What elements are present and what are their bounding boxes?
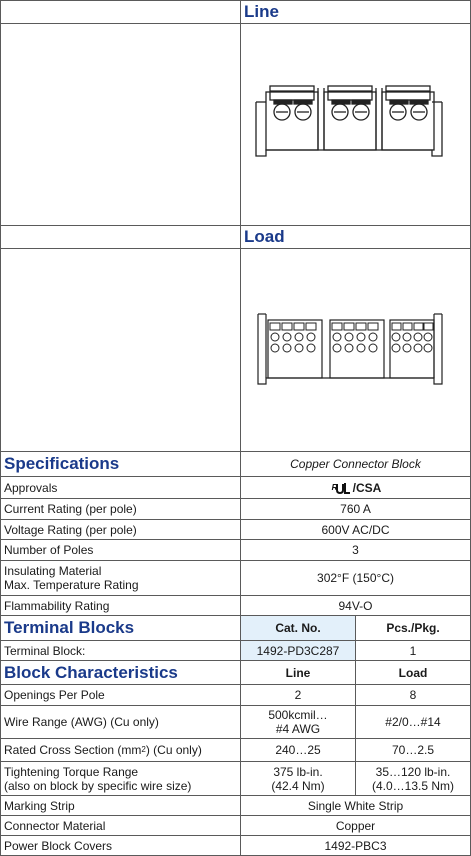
- cat-no-value: 1492-PD3C287: [256, 643, 340, 658]
- torque-line-1: 375 lb-in.: [273, 764, 323, 779]
- connector-material-value: Copper: [335, 818, 376, 833]
- spec-label: Approvals: [4, 480, 58, 495]
- marking-strip-value: Single White Strip: [307, 798, 404, 813]
- cross-section-label-pre: Rated Cross Section (mm: [4, 743, 142, 757]
- block-characteristics-title: Block Characteristics: [4, 662, 178, 682]
- spec-value: 94V-O: [338, 598, 373, 613]
- line-col-header: Line: [285, 665, 311, 680]
- pcs-value: 1: [409, 643, 417, 658]
- power-block-covers-value: 1492-PBC3: [324, 838, 387, 853]
- spec-value: 302°F (150°C): [317, 571, 394, 585]
- connector-material-label: Connector Material: [4, 818, 106, 833]
- load-view-drawing: [254, 310, 446, 386]
- line-view-title-text: Line: [244, 2, 279, 21]
- approvals-value: [241, 477, 470, 498]
- spec-label: Number of Poles: [4, 543, 94, 557]
- spec-value: 3: [352, 543, 359, 557]
- marking-strip-label: Marking Strip: [4, 798, 75, 813]
- divider: [0, 0, 471, 1]
- spec-value: 760 A: [340, 502, 371, 516]
- torque-load: [356, 762, 470, 795]
- openings-line: 2: [294, 688, 302, 702]
- torque-label-2: (also on block by specific wire size): [4, 778, 192, 793]
- ul-mark-icon: [330, 482, 352, 494]
- cross-section-label: Rated Cross Section (mm 2 ) (Cu only): [4, 743, 202, 757]
- openings-label: Openings Per Pole: [4, 688, 105, 702]
- load-view-title: [244, 226, 285, 248]
- product-name: Copper Connector Block: [290, 457, 421, 471]
- divider: [0, 23, 471, 24]
- wire-range-line-1: 500kcmil…: [268, 708, 328, 722]
- wire-range-line: [241, 706, 355, 738]
- torque-load-1: 35…120 lb-in.: [375, 764, 451, 779]
- pcs-header: Pcs./Pkg.: [386, 621, 440, 635]
- cat-no-header: Cat. No.: [275, 621, 321, 635]
- torque-load-2: (4.0…13.5 Nm): [371, 778, 455, 793]
- openings-load: 8: [409, 688, 417, 702]
- approvals-text: /CSA: [352, 480, 382, 495]
- terminal-blocks-title: Terminal Blocks: [4, 618, 135, 637]
- wire-range-line-2: #4 AWG: [275, 722, 321, 736]
- divider: [0, 248, 471, 249]
- cross-section-load: 70…2.5: [391, 743, 435, 757]
- torque-line: [241, 762, 355, 795]
- terminal-block-label: Terminal Block:: [4, 643, 86, 658]
- specifications-title: Specifications: [4, 454, 120, 473]
- spec-value: 600V AC/DC: [321, 522, 390, 537]
- spec-label: Voltage Rating (per pole): [4, 522, 137, 537]
- torque-label: [0, 762, 240, 795]
- wire-range-label: Wire Range (AWG) (Cu only): [4, 715, 159, 729]
- cross-section-label-post: ) (Cu only): [145, 743, 202, 757]
- spec-label: Flammability Rating: [4, 598, 110, 613]
- load-view-title-text: Load: [244, 227, 285, 246]
- wire-range-load: #2/0…#14: [385, 715, 441, 729]
- spec-label: Current Rating (per pole): [4, 502, 137, 516]
- divider: [0, 225, 471, 226]
- load-col-header: Load: [398, 665, 428, 680]
- line-view-title: [244, 1, 279, 23]
- line-view-drawing: [252, 78, 446, 158]
- spec-label-line2: Max. Temperature Rating: [4, 578, 139, 592]
- torque-label-1: Tightening Torque Range: [4, 764, 139, 779]
- spec-label-line1: Insulating Material: [4, 564, 102, 578]
- power-block-covers-label: Power Block Covers: [4, 838, 113, 853]
- spec-label-two-line: [0, 561, 240, 595]
- svg-text:ᴿ: ᴿ: [330, 481, 338, 494]
- torque-line-2: (42.4 Nm): [271, 778, 325, 793]
- cross-section-line: 240…25: [275, 743, 321, 757]
